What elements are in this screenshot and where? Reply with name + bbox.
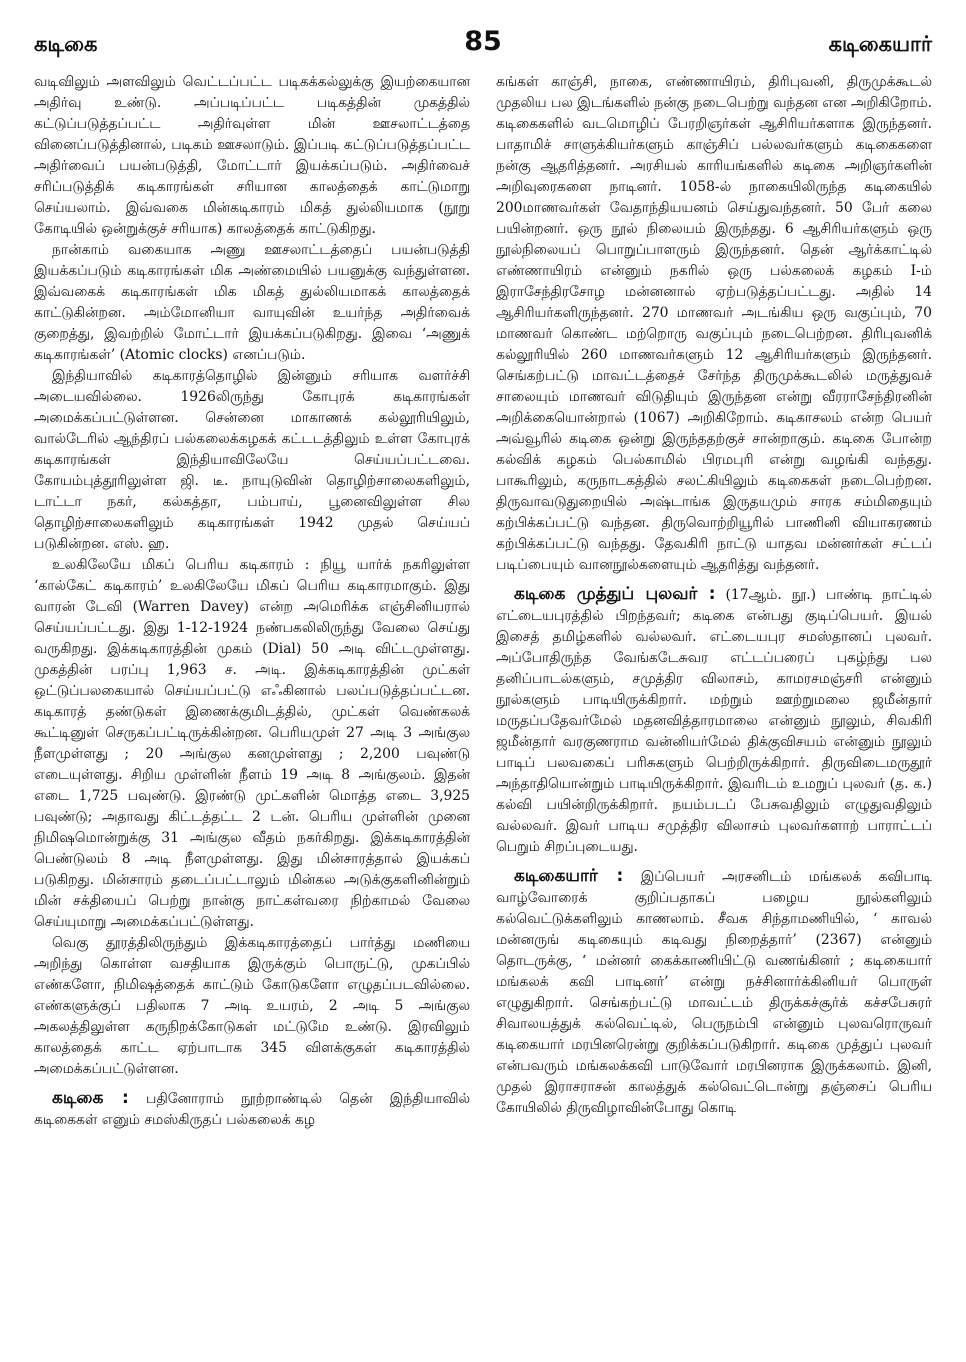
entry-kadigai-muthu-pulavar — [496, 584, 932, 858]
paragraph: இந்தியாவில் கடிகாரத்தொழில் இன்னும் சரியாக வளர்ச்சி அடையவில்லை. 1926லிருந்து கோபுரக் கடிகாரங்கள் அமைக்கப்பட்டுள்ளன. சென்னை மாகாணக் கல்லூரியிலும், வால்டேரில் ஆந்திரப் பல்கலைக்கழகக் கட்டடத்திலும் உள்ள கோபுரக் கடிகாரங்கள் இந்தியாவிலேயே செய்யப்பட்டவை. கோயம்புத்தூரிலுள்ள ஜி. டீ. நாயுடுவின் தொழிற்சாலைகளிலும், டாட்டா நகர், கல்கத்தா, பம்பாய், பூனைவிலுள்ள சில தொழிற்சாலைகளிலும் கடிகாரங்கள் 1942 முதல் செய்யப் படுகின்றன. எஸ். ஹ. — [34, 368, 470, 552]
header-left-word: கடிகை — [34, 32, 98, 56]
page-number: 85 — [464, 26, 502, 57]
paragraph: நான்காம் வகையாக அணு ஊசலாட்டத்தைப் பயன்படுத்தி இயக்கப்படும் கடிகாரங்கள் மிக அண்மையில் பயனுக்கு வந்துள்ளன. இவ்வகைக் கடிகாரங்கள் மிக மிகத் துல்லியமாகக் காலத்தைக் காட்டுகின்றன. அம்மோனியா வாயுவின் உயர்ந்த அதிர்வைக் குறைத்து, இவற்றில் மோட்டார் இயக்கப்படுகிறது. இவை ‘அணுக் கடிகாரங்கள்’ (Atomic clocks) எனப்படும். — [34, 242, 470, 363]
entry-kadigaiyar — [496, 866, 932, 1119]
entry-heading: கடிகை : — [52, 1088, 129, 1108]
entry-kadigai — [34, 1088, 470, 1131]
paragraph: கங்கள் காஞ்சி, நாகை, எண்ணாயிரம், திரிபுவனி, திருமுக்கூடல் முதலிய பல இடங்களில் நன்கு நடைபெற்று வந்தன என அறிகிறோம். கடிகைகளில் வடமொழிப் பேரறிஞர்கள் ஆசிரியர்களாக இருந்தனர். பாதாமிச் சாளுக்கியர்களும் காஞ்சிப் பல்லவர்களும் கடிகைகளை நன்கு ஆதரித்தனர். அரசியல் காரியங்களில் கடிகை அறிஞர்களின் அறிவுரைகளை நாடினர். 1058-ல் நாகையிலிருந்த கடிகையில் 200மாணவர்கள் வேதாந்தியயனம் செய்துவந்தனர். 50 பேர் கலை பயின்றனர். ஒரு நூல் நிலையம் இருந்தது. 6 ஆசிரியர்களும் ஒரு நூல்நிலையப் பொறுப்பாளரும் இருந்தனர். தென் ஆர்க்காட்டில் எண்ணாயிரம் என்னும் நகரில் ஒரு பல்கலைக் கழகம் I-ம் இராசேந்திரசோழ மன்னனால் ஏற்படுத்தப்பட்டது. அதில் 14 ஆசிரியர்களிருந்தனர். 270 மாணவர் அடங்கிய ஒரு வகுப்பும், 70 மாணவர் கொண்ட மற்றொரு வகுப்பும் நடைபெற்றன. திரிபுவனிக் கல்லூரியில் 260 மாணவர்களும் 12 ஆசிரியர்களும் இருந்தனர். செங்கற்பட்டு மாவட்டத்தைச் சேர்ந்த திருமுக்கூடலில் மருத்துவச் சாலையும் மாணவர் விடுதியும் இருந்தன என்று வீரராசேந்திரனின் அறிக்கையொன்றால் (1067) அறிகிறோம். கடிகாசலம் என்ற பெயர் அவ்வூரில் கடிகை ஒன்று இருந்ததற்குச் சான்றாகும். கடிகை போன்ற கல்விக் கழகம் பெல்காமில் பிரமபுரி என்று வழங்கி வந்தது. பாகூரிலும், கருநாடகத்தில் சலட்கியிலும் கடிகைகள் நடைபெற்றன. திருவாவடுதுறையில் அஷ்டாங்க இருதயமும் சாரக சம்மிதையும் கற்பிக்கப்பட்டு வந்தன. திருவொற்றியூரில் பாணினி வியாகரணம் கற்பிக்கப்பட்டு வந்தது. தேவகிரி நாட்டு யாதவ மன்னர்கள் சட்டப் படிப்பையும் வானநூல்களையும் ஆதரித்து வந்தனர். — [496, 74, 932, 573]
paragraph: உலகிலேயே மிகப் பெரிய கடிகாரம் : நியூ யார்க் நகரிலுள்ள ‘கால்கேட் கடிகாரம்’ உலகிலேயே மிகப் பெரிய கடிகாரமாகும். இது வாரன் டேவி (Warren Davey) என்ற அமெரிக்க எஞ்சினியரால் செய்யப்பட்டது. இது 1-12-1924 நண்பகலிலிருந்து வேலை செய்து வருகிறது. இக்கடிகாரத்தின் முகம் (Dial) 50 அடி விட்டமுள்ளது. முகத்தின் பரப்பு 1,963 ச. அடி. இக்கடிகாரத்தின் முட்கள் ஒட்டுப்பலகையால் செய்யப்பட்டு எஃகினால் பலப்படுத்தப்பட்டன. கடிகாரத் தண்டுகள் இணைக்குமிடத்தில், முட்கள் வெண்கலக் கூட்டினுள் செருகப்பட்டிருக்கின்றன. பெரியமுள் 27 அடி 3 அங்குல நீளமுள்ளது ; 20 அங்குல கனமுள்ளது ; 2,200 பவுண்டு எடையுள்ளது. சிறிய முள்ளின் நீளம் 19 அடி 8 அங்குலம். இதன் எடை 1,725 பவுண்டு. இரண்டு முட்களின் மொத்த எடை 3,925 பவுண்டு; அதாவது கிட்டத்தட்ட 2 டன். பெரிய முள்ளின் முனை நிமிஷமொன்றுக்கு 31 அங்குல வீதம் நகர்கிறது. இக்கடிகாரத்தின் பெண்டுலம் 8 அடி நீளமுள்ளது. இது மின்சாரத்தால் இயக்கப் படுகிறது. மின்சாரம் தடைப்பட்டாலும் மின்கல அடுக்குகளினின்றும் மின் சக்தியைப் பெற்று நான்கு நாட்கள்வரை நிற்காமல் வேலை செய்யுமாறு அமைக்கப்பட்டுள்ளது. — [34, 557, 470, 930]
paragraph: வெகு தூரத்திலிருந்தும் இக்கடிகாரத்தைப் பார்த்து மணியை அறிந்து கொள்ள வசதியாக இருக்கும் பொருட்டு, முகப்பில் எண்களோ, நிமிஷத்தைக் காட்டும் கோடுகளோ எழுதப்படவில்லை. எண்களுக்குப் பதிலாக 7 அடி உயரம், 2 அடி 5 அங்குல அகலத்திலுள்ள கருநிறக்கோடுகள் மட்டுமே உண்டு. இரவிலும் காலத்தைக் காட்ட ஏற்பாடாக 345 விளக்குகள் கடிகாரத்தில் அமைக்கப்பட்டுள்ளன. — [34, 935, 470, 1077]
entry-heading: கடிகையார் : — [514, 866, 624, 886]
entry-heading: கடிகை முத்துப் புலவர் : — [514, 584, 716, 604]
running-head — [34, 14, 932, 72]
left-column — [34, 72, 470, 1131]
entry-text: இப்பெயர் அரசனிடம் மங்கலக் கவிபாடி வாழ்வோரைக் குறிப்பதாகப் பழைய நூல்களிலும் கல்வெட்டுக்களிலும் காணலாம். சீவக சிந்தாமணியில், ‘ காவல் மன்னருங் கடிகையும் கடிவது நிறைத்தார்’ (2367) என்னும் தொடருக்கு, ‘ மன்னர் கைக்காணியிட்டு வணங்கினர் ; கடிகையார் மங்கலக் கவி பாடினர்’ என்று நச்சினார்க்கினியர் பொருள் எழுதுகிறார். செங்கற்பட்டு மாவட்டம் திருக்கச்சூர்க் கச்சபேசுரர் சிவாலயத்துக் கல்வெட்டில், பெருநம்பி என்னும் புலவரொருவர் கடிகையார் மரபினரென்று குறிக்கப்படுகிறார். கடிகை முத்துப் புலவர் என்பவரும் மங்கலக்கவி பாடுவோர் மரபினராக இருக்கலாம். இனி, முதல் இராசராசன் காலத்துக் கல்வெட்டொன்று தஞ்சைப் பெரிய கோயிலில் திருவிழாவின்போது கொடி — [496, 869, 932, 1116]
right-column — [496, 72, 932, 1131]
entry-text: பதினோராம் நூற்றாண்டில் தென் இந்தியாவில் கடிகைகள் எனும் சமஸ்கிருதப் பல்கலைக் கழ — [34, 1091, 470, 1128]
paragraph: வடிவிலும் அளவிலும் வெட்டப்பட்ட படிகக்கல்லுக்கு இயற்கையான அதிர்வு உண்டு. அப்படிப்பட்ட படிகத்தின் முகத்தில் கட்டுப்படுத்தப்பட்ட அதிர்வுள்ள மின் ஊசலாட்டத்தை வினைப்படுத்தினால், படிகம் ஊசலாடும். இப்படி கட்டுப்படுத்தப்பட்ட அதிர்வைப் பயன்படுத்தி, மோட்டார் இயக்கப்படும். அதிர்வைச் சரிப்படுத்திக் கடிகாரங்கள் சரியான காலத்தைக் காட்டுமாறு செய்யலாம். இவ்வகை மின்கடிகாரம் மிகத் துல்லியமாக (நூறு கோடியில் ஒன்றுக்குச் சரியாக) காலத்தைக் காட்டுகிறது. — [34, 74, 470, 237]
entry-text: (17ஆம். நூ.) பாண்டி நாட்டில் எட்டையபுரத்தில் பிறந்தவர்; கடிகை என்பது குடிப்பெயர். இயல் இசைத் தமிழ்களில் வல்லவர். எட்டையபுர சமஸ்தானப் புலவர். அப்போதிருந்த வேங்கடேசுவர எட்டப்பரைப் புகழ்ந்து பல தனிப்பாடல்களும், சமுத்திர விலாசம், காமரசமஞ்சரி என்னும் நூல்களும் பாடியிருக்கிறார். மற்றும் ஊற்றுமலை ஜமீன்தார் மருதப்பதேவர்மேல் மதனவித்தாரமாலை என்னும் நூலும், சிவகிரி ஜமீன்தார் வரகுணராம வன்னியர்மேல் திக்குவிசயம் என்னும் நூலும் பாடிப் பலவகைப் பரிசுகளும் பெற்றிருக்கிறார். திருவிடைமருதூர் அந்தாதியொன்றும் பாடியிருக்கிறார். இவரிடம் உமறுப் புலவர் (த. க.) கல்வி பயின்றிருக்கிறார். நயம்படப் பேசுவதிலும் எழுதுவதிலும் வல்லவர். இவர் பாடிய சமுத்திர விலாசம் புலவர்களாற் பாராட்டப் பெறும் சிறப்புடையது. — [496, 587, 932, 855]
header-right-word: கடிகையார் — [828, 32, 932, 56]
two-column-body — [34, 72, 932, 1131]
